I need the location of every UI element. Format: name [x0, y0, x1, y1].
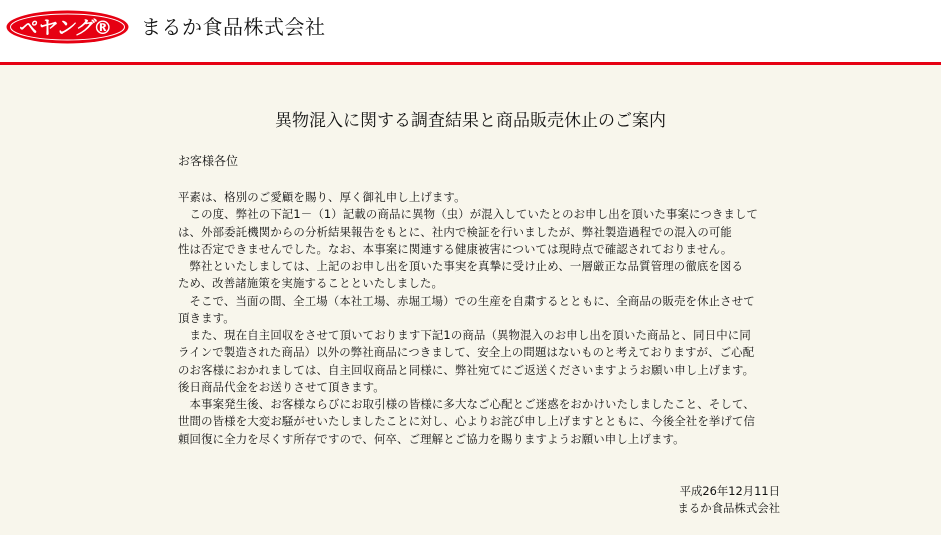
body-line: は、外部委託機関からの分析結果報告をもとに、社内で検証を行いましたが、弊社製造過程での混入の可能 — [178, 224, 732, 239]
body-line: 頼回復に全力を尽くす所存ですので、何卒、ご理解とご協力を賜りますようお願い申し上げます。 — [178, 431, 685, 446]
body-line: ため、改善諸施策を実施することといたしました。 — [178, 276, 443, 291]
body-line: ラインで製造された商品）以外の弊社商品につきまして、安全上の問題はないものと考えておりますが、ご心配 — [178, 345, 755, 360]
company-name: まるか食品株式会社 — [141, 15, 326, 39]
body-line: 世間の皆様を大変お騒がせいたしましたことに対し、心よりお詫び申し上げますとともに、今後全社を挙げて信 — [178, 414, 756, 429]
body-line: この度、弊社の下記1－（1）記載の商品に異物（虫）が混入していたとのお申し出を頂いた事案につきまして — [178, 207, 759, 222]
body-line: 平素は、格別のご愛顧を賜り、厚く御礼申し上げます。 — [178, 190, 466, 204]
body-line: のお客様におかれましては、自主回収商品と同様に、弊社宛てにご返送くださいますようお願い申し上げます。 — [178, 362, 755, 377]
body-line: 後日商品代金をお送りさせて頂きます。 — [178, 379, 385, 394]
body-line: また、現在自主回収をさせて頂いております下記1の商品（異物混入のお申し出を頂いた商品と、同日中に同 — [178, 328, 751, 342]
notice-date: 平成26年12月11日 — [679, 484, 780, 498]
signature-block — [660, 483, 780, 517]
body-line: 本事案発生後、お客様ならびにお取引様の皆様に多大なご心配とご迷惑をおかけいたしましたこと、そして、 — [178, 397, 755, 411]
logo-text: ペヤング® — [17, 17, 113, 39]
salutation: お客様各位 — [178, 154, 239, 168]
body-line: 弊社といたしましては、上記のお申し出を頂いた事実を真摯に受け止め、一層厳正な品質管理の徹底を図る — [178, 259, 744, 273]
body-line: そこで、当面の間、全工場（本社工場、赤堀工場）での生産を自粛するとともに、全商品の販売を休止させて — [178, 293, 755, 308]
notice-body — [178, 189, 788, 448]
body-line: 頂きます。 — [178, 310, 235, 325]
body-line: 性は否定できませんでした。なお、本事案に関連する健康被害については現時点で確認されておりません。 — [178, 241, 733, 256]
page-title: 異物混入に関する調査結果と商品販売休止のご案内 — [275, 111, 666, 131]
peyoung-logo-icon[interactable] — [5, 9, 130, 45]
signature-company: まるか食品株式会社 — [677, 501, 780, 515]
main-content — [0, 65, 941, 535]
site-header — [0, 0, 941, 62]
